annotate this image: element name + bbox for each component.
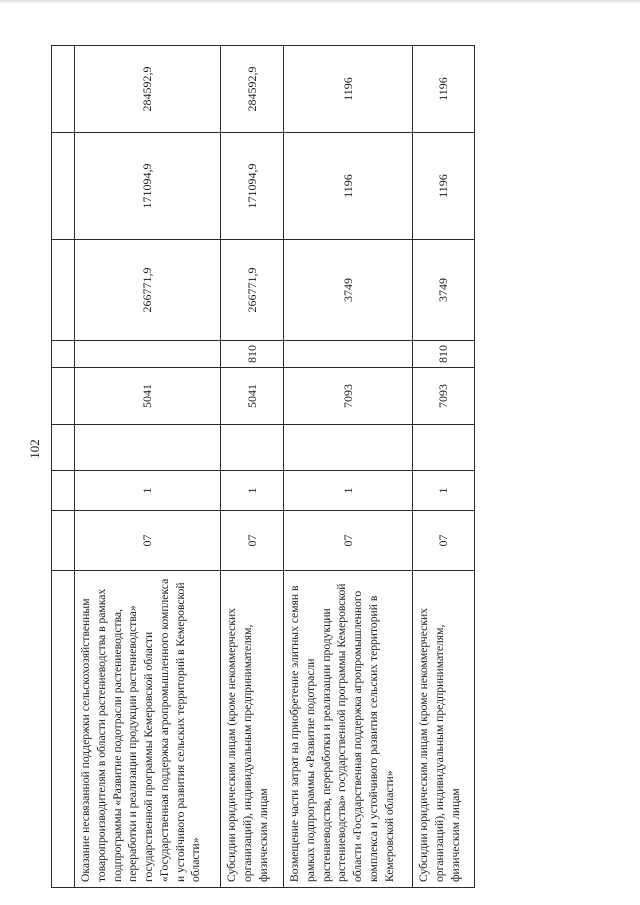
empty-cell: [284, 425, 413, 471]
page-number: 102: [27, 439, 42, 459]
expense-type-code: [284, 341, 413, 368]
amount-year-2: 171094,9: [221, 133, 284, 240]
amount-year-3: 284592,9: [221, 46, 284, 133]
subsection-code: 1: [284, 471, 413, 511]
section-code: 07: [75, 511, 221, 571]
empty-cell: [413, 425, 475, 471]
table-row: [413, 46, 475, 888]
subsection-code: 1: [221, 471, 284, 511]
amount-year-2: 1196: [413, 133, 475, 240]
row-description: Субсидии юридическим лицам (кроме некоммерческих организаций), индивидуальным предпринимателям, физическим лицам: [221, 571, 284, 888]
table-cell: [52, 368, 75, 425]
amount-year-1: 3749: [413, 240, 475, 341]
row-description: Субсидии юридическим лицам (кроме некоммерческих организаций), индивидуальным предпринимателям, физическим лицам: [413, 571, 475, 888]
table-cell: [52, 341, 75, 368]
section-code: 07: [413, 511, 475, 571]
amount-year-2: 1196: [284, 133, 413, 240]
table-cell: [52, 46, 75, 133]
target-item-code: 5041: [221, 368, 284, 425]
table-row: [284, 46, 413, 888]
amount-year-3: 284592,9: [75, 46, 221, 133]
section-code: 07: [221, 511, 284, 571]
table-cell: [52, 511, 75, 571]
expense-type-code: [75, 341, 221, 368]
amount-year-2: 171094,9: [75, 133, 221, 240]
row-description: Оказание несвязанной поддержки сельскохозяйственным товаропроизводителям в области растениеводства в рамках подпрограммы «Развитие подотрасли растениеводства, переработки и реализации продукции растениеводства» государственной программы Кемеровской области «Государственная поддержка агропромышленного комплекса и устойчивого развития сельских территорий в Кемеровской области»: [75, 571, 221, 888]
section-code: 07: [284, 511, 413, 571]
rotated-table-container: [51, 46, 469, 888]
amount-year-1: 266771,9: [75, 240, 221, 341]
amount-year-1: 3749: [284, 240, 413, 341]
amount-year-1: 266771,9: [221, 240, 284, 341]
scan-edge: [0, 0, 640, 4]
table-row: [75, 46, 221, 888]
target-item-code: 7093: [413, 368, 475, 425]
target-item-code: 7093: [284, 368, 413, 425]
subsection-code: 1: [75, 471, 221, 511]
table-row: [221, 46, 284, 888]
table-cell: [52, 240, 75, 341]
table-cell: [52, 571, 75, 888]
table-header-blank-row: [52, 46, 75, 888]
empty-cell: [75, 425, 221, 471]
amount-year-3: 1196: [284, 46, 413, 133]
expense-type-code: 810: [413, 341, 475, 368]
row-description: Возмещение части затрат на приобретение элитных семян в рамках подпрограммы «Развитие подотрасли растениеводства, переработки и реализации продукции растениеводства» государственной программы Кемеровской области «Государственная поддержка агропромышленного комплекса и устойчивого развития сельских территорий в Кемеровской области»: [284, 571, 413, 888]
table-cell: [52, 471, 75, 511]
budget-table: [51, 45, 475, 888]
amount-year-3: 1196: [413, 46, 475, 133]
table-cell: [52, 425, 75, 471]
empty-cell: [221, 425, 284, 471]
table-cell: [52, 133, 75, 240]
target-item-code: 5041: [75, 368, 221, 425]
subsection-code: 1: [413, 471, 475, 511]
expense-type-code: 810: [221, 341, 284, 368]
